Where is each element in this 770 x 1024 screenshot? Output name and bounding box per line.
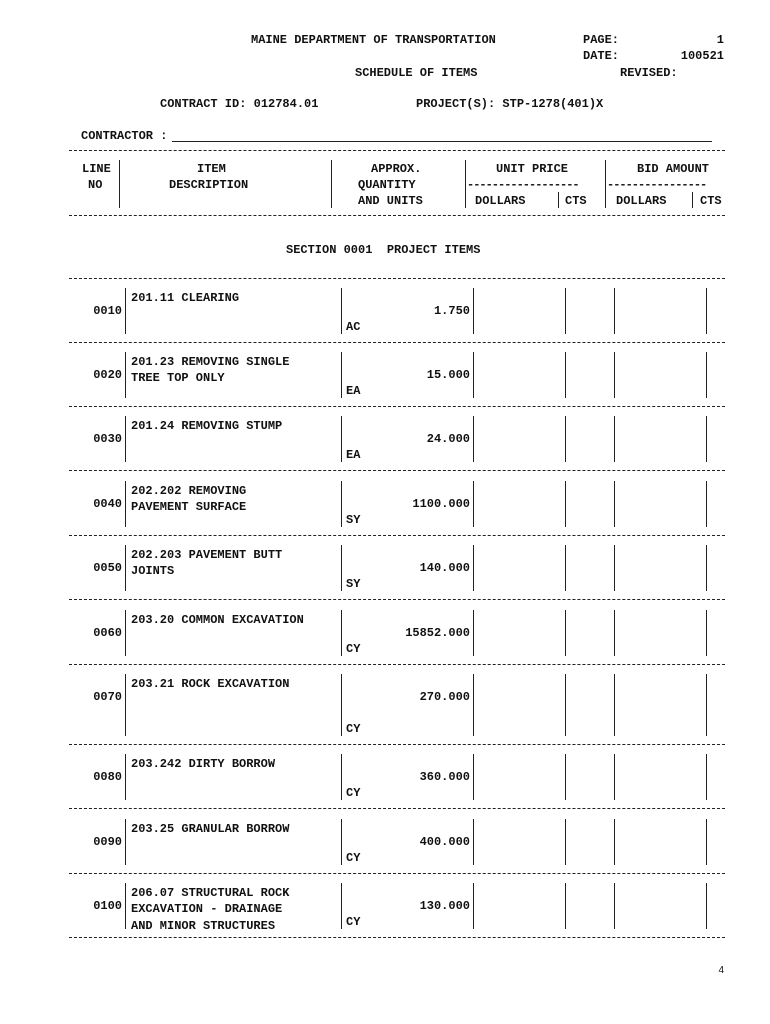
row-column-separator: [473, 883, 474, 929]
row-rule: [69, 406, 725, 407]
row-quantity: 1100.000: [412, 497, 470, 511]
row-rule: [69, 342, 725, 343]
row-rule: [69, 808, 725, 809]
contractor-label: CONTRACTOR :: [81, 129, 168, 143]
project-ids: PROJECT(S): STP-1278(401)X: [416, 97, 604, 111]
row-column-separator: [125, 674, 126, 736]
row-column-separator: [565, 352, 566, 398]
row-unit: SY: [346, 513, 361, 527]
row-column-separator: [125, 481, 126, 527]
row-column-separator: [125, 610, 126, 656]
row-column-separator: [341, 481, 342, 527]
date-value: 100521: [680, 49, 724, 63]
col-line-label: LINE: [82, 162, 111, 176]
row-description: 203.21 ROCK EXCAVATION: [131, 677, 290, 691]
row-line-number: 0080: [93, 770, 122, 784]
row-rule: [69, 744, 725, 745]
row-column-separator: [706, 288, 707, 334]
row-column-separator: [565, 883, 566, 929]
row-column-separator: [473, 352, 474, 398]
row-quantity: 270.000: [419, 690, 470, 704]
row-rule: [69, 664, 725, 665]
row-column-separator: [565, 754, 566, 800]
col-bid-amount-label: BID AMOUNT: [637, 162, 710, 176]
row-column-separator: [565, 416, 566, 462]
row-description: 201.24 REMOVING STUMP: [131, 419, 283, 433]
page-number: 4: [718, 965, 724, 976]
row-column-separator: [341, 416, 342, 462]
row-description: 202.202 REMOVING PAVEMENT SURFACE: [131, 484, 247, 515]
col-line-label-2: NO: [88, 178, 103, 192]
col-dollars2-label: DOLLARS: [616, 194, 667, 208]
row-quantity: 1.750: [433, 304, 470, 318]
row-unit: CY: [346, 722, 361, 736]
col-dollars-label: DOLLARS: [475, 194, 526, 208]
row-column-separator: [473, 674, 474, 736]
date-label: DATE:: [583, 49, 620, 63]
row-column-separator: [473, 416, 474, 462]
hdr-sep-5: [605, 160, 606, 208]
row-column-separator: [614, 674, 615, 736]
row-column-separator: [706, 754, 707, 800]
row-rule: [69, 937, 725, 938]
hdr-sep-1: [119, 160, 120, 208]
row-quantity: 24.000: [426, 432, 470, 446]
row-description: 201.11 CLEARING: [131, 291, 240, 305]
contractor-underline: [172, 141, 712, 142]
hdr-dash-fill-2: ----------------: [607, 178, 707, 192]
row-quantity: 400.000: [419, 835, 470, 849]
row-column-separator: [341, 819, 342, 865]
row-unit: CY: [346, 915, 361, 929]
row-column-separator: [706, 416, 707, 462]
row-quantity: 360.000: [419, 770, 470, 784]
row-quantity: 140.000: [419, 561, 470, 575]
row-description: 202.203 PAVEMENT BUTT JOINTS: [131, 548, 283, 579]
row-column-separator: [341, 352, 342, 398]
row-line-number: 0070: [93, 690, 122, 704]
hdr-dash-fill-1: ------------------: [467, 178, 579, 192]
col-approx-label-3: AND UNITS: [358, 194, 423, 208]
row-quantity: 15.000: [426, 368, 470, 382]
document-subtitle: SCHEDULE OF ITEMS: [355, 66, 478, 80]
row-column-separator: [341, 674, 342, 736]
row-rule: [69, 873, 725, 874]
col-item-label: ITEM: [197, 162, 226, 176]
row-column-separator: [473, 288, 474, 334]
row-column-separator: [125, 288, 126, 334]
row-column-separator: [706, 352, 707, 398]
document-title: MAINE DEPARTMENT OF TRANSPORTATION: [251, 33, 496, 47]
row-unit: CY: [346, 851, 361, 865]
row-column-separator: [706, 674, 707, 736]
row-unit: CY: [346, 786, 361, 800]
row-column-separator: [473, 481, 474, 527]
row-column-separator: [565, 819, 566, 865]
row-line-number: 0040: [93, 497, 122, 511]
row-column-separator: [706, 883, 707, 929]
row-line-number: 0010: [93, 304, 122, 318]
row-column-separator: [614, 352, 615, 398]
revised-label: REVISED:: [620, 66, 678, 80]
table-header-bottom-rule: [69, 215, 725, 216]
row-unit: CY: [346, 642, 361, 656]
row-description: 201.23 REMOVING SINGLE TREE TOP ONLY: [131, 355, 290, 386]
row-column-separator: [473, 819, 474, 865]
col-approx-label: APPROX.: [371, 162, 422, 176]
row-column-separator: [473, 545, 474, 591]
row-column-separator: [706, 481, 707, 527]
page-value: 1: [716, 33, 724, 47]
hdr-sep-3: [465, 160, 466, 208]
row-unit: AC: [346, 320, 361, 334]
row-line-number: 0100: [93, 899, 122, 913]
row-column-separator: [614, 545, 615, 591]
row-line-number: 0030: [93, 432, 122, 446]
row-column-separator: [565, 674, 566, 736]
row-line-number: 0090: [93, 835, 122, 849]
row-quantity: 130.000: [419, 899, 470, 913]
row-description: 203.20 COMMON EXCAVATION: [131, 613, 304, 627]
row-line-number: 0050: [93, 561, 122, 575]
col-item-label-2: DESCRIPTION: [169, 178, 249, 192]
row-quantity: 15852.000: [405, 626, 470, 640]
page-label: PAGE:: [583, 33, 620, 47]
row-column-separator: [614, 754, 615, 800]
contract-id: CONTRACT ID: 012784.01: [160, 97, 319, 111]
row-column-separator: [614, 416, 615, 462]
row-column-separator: [614, 288, 615, 334]
row-description: 203.242 DIRTY BORROW: [131, 757, 276, 771]
row-description: 203.25 GRANULAR BORROW: [131, 822, 290, 836]
hdr-sep-6: [692, 192, 693, 208]
col-cts-label: CTS: [565, 194, 587, 208]
row-column-separator: [614, 481, 615, 527]
row-description: 206.07 STRUCTURAL ROCK EXCAVATION - DRAINAGE AND MINOR STRUCTURES: [131, 886, 290, 933]
row-column-separator: [341, 754, 342, 800]
row-column-separator: [341, 288, 342, 334]
row-column-separator: [341, 883, 342, 929]
row-column-separator: [706, 610, 707, 656]
hdr-sep-4: [558, 192, 559, 208]
col-approx-label-2: QUANTITY: [358, 178, 416, 192]
row-column-separator: [565, 288, 566, 334]
table-header-top-rule: [69, 150, 725, 151]
row-column-separator: [565, 481, 566, 527]
row-column-separator: [706, 819, 707, 865]
row-line-number: 0060: [93, 626, 122, 640]
row-column-separator: [614, 610, 615, 656]
row-line-number: 0020: [93, 368, 122, 382]
row-column-separator: [614, 883, 615, 929]
row-column-separator: [341, 545, 342, 591]
col-cts2-label: CTS: [700, 194, 722, 208]
row-column-separator: [341, 610, 342, 656]
row-column-separator: [473, 754, 474, 800]
row-column-separator: [565, 610, 566, 656]
row-unit: EA: [346, 448, 361, 462]
row-column-separator: [614, 819, 615, 865]
row-column-separator: [125, 416, 126, 462]
row-rule: [69, 599, 725, 600]
row-rule: [69, 535, 725, 536]
hdr-sep-2: [331, 160, 332, 208]
row-unit: SY: [346, 577, 361, 591]
row-rule: [69, 278, 725, 279]
row-column-separator: [125, 819, 126, 865]
row-rule: [69, 470, 725, 471]
section-title: SECTION 0001 PROJECT ITEMS: [286, 243, 481, 257]
row-column-separator: [125, 352, 126, 398]
row-unit: EA: [346, 384, 361, 398]
row-column-separator: [125, 754, 126, 800]
col-unit-price-label: UNIT PRICE: [496, 162, 569, 176]
row-column-separator: [565, 545, 566, 591]
row-column-separator: [473, 610, 474, 656]
row-column-separator: [125, 883, 126, 929]
row-column-separator: [706, 545, 707, 591]
row-column-separator: [125, 545, 126, 591]
